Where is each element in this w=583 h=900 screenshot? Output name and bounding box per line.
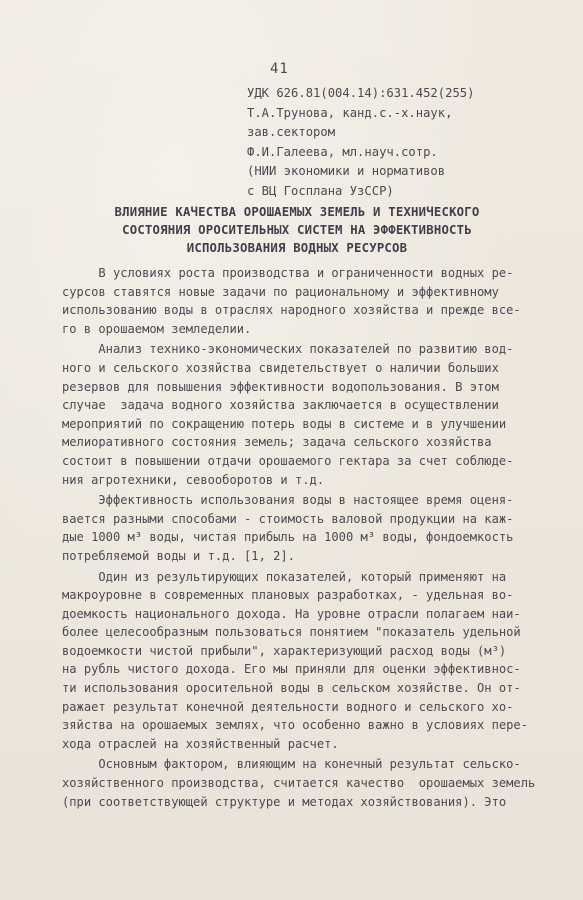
text-line: Один из результирующих показателей, который применяют на bbox=[62, 569, 507, 584]
paragraph bbox=[62, 568, 562, 754]
article-title bbox=[62, 203, 532, 257]
text-line: случае задача водного хозяйства заключается в осуществлении bbox=[62, 398, 499, 413]
text-line: макроуровне в современных плановых разработках, - удельная во- bbox=[62, 588, 514, 603]
author-1: Т.А.Трунова, канд.с.-х.наук, bbox=[247, 105, 453, 120]
title-line: ИСПОЛЬЗОВАНИЯ ВОДНЫХ РЕСУРСОВ bbox=[186, 241, 408, 255]
text-line: водоемкости чистой прибыли", характеризующий расход воды (м³) bbox=[62, 643, 507, 658]
paragraph bbox=[62, 491, 562, 565]
text-line: Анализ технико-экономических показателей по развитию вод- bbox=[62, 342, 514, 357]
affiliation-line-1: (НИИ экономики и нормативов bbox=[247, 164, 446, 179]
paragraph bbox=[62, 340, 562, 489]
text-line: использованию воды в отраслях народного хозяйства и прежде все- bbox=[62, 303, 521, 318]
text-line: сурсов ставятся новые задачи по рациональному и эффективному bbox=[62, 284, 499, 299]
text-line: более целесообразным пользоваться понятием "показатель удельной bbox=[62, 625, 521, 640]
text-line: В условиях роста производства и ограниченности водных ре- bbox=[62, 266, 514, 280]
text-line: дые 1000 м³ воды, чистая прибыль на 1000 м³ воды, фондоемкость bbox=[62, 530, 514, 545]
text-line: Основным фактором, влияющим на конечный результат сельско- bbox=[62, 757, 521, 772]
text-line: го в орошаемом земледелии. bbox=[62, 321, 252, 336]
text-line: мелиоративного состояния земель; задача сельского хозяйства bbox=[62, 435, 492, 450]
text-line: ражает результат конечной деятельности водного и сельского хо- bbox=[62, 699, 514, 714]
text-line: зяйства на орошаемых землях, что особенно важно в условиях пере- bbox=[62, 718, 528, 733]
text-line: (при соответствующей структуре и методах хозяйствования). Это bbox=[62, 794, 507, 809]
author-1-position: зав.сектором bbox=[247, 125, 336, 140]
title-line: СОСТОЯНИЯ ОРОСИТЕЛЬНЫХ СИСТЕМ НА ЭФФЕКТИВНОСТЬ bbox=[122, 223, 472, 237]
udk-code: УДК 626.81(004.14):631.452(255) bbox=[247, 86, 475, 100]
page-number: 41 bbox=[270, 61, 289, 77]
text-line: ти использования оросительной воды в сельском хозяйстве. Он от- bbox=[62, 681, 521, 696]
article-body bbox=[62, 264, 562, 813]
text-line: доемкость национального дохода. На уровне отрасли полагаем наи- bbox=[62, 606, 521, 621]
paragraph bbox=[62, 755, 562, 811]
author-2: Ф.И.Галеева, мл.науч.сотр. bbox=[247, 144, 438, 159]
text-line: хода отраслей на хозяйственный расчет. bbox=[62, 736, 339, 751]
text-line: резервов для повышения эффективности водопользования. В этом bbox=[62, 379, 499, 394]
text-line: на рубль чистого дохода. Его мы приняли для оценки эффективнос- bbox=[62, 662, 521, 677]
text-line: вается разными способами - стоимость валовой продукции на каж- bbox=[62, 511, 514, 526]
text-line: Эффективность использования воды в настоящее время оценя- bbox=[62, 493, 514, 508]
text-line: состоит в повышении отдачи орошаемого гектара за счет соблюде- bbox=[62, 453, 514, 468]
text-line: ния агротехники, севооборотов и т.д. bbox=[62, 472, 325, 487]
text-line: ного и сельского хозяйства свидетельствует о наличии больших bbox=[62, 360, 499, 375]
text-line: мероприятий по сокращению потерь воды в системе и в улучшении bbox=[62, 416, 507, 431]
affiliation-line-2: с ВЦ Госплана УзССР) bbox=[247, 183, 394, 198]
text-line: хозяйственного производства, считается качество орошаемых земель bbox=[62, 776, 536, 791]
paragraph bbox=[62, 264, 562, 338]
header-block bbox=[247, 84, 474, 202]
title-line: ВЛИЯНИЕ КАЧЕСТВА ОРОШАЕМЫХ ЗЕМЕЛЬ И ТЕХНИЧЕСКОГО bbox=[114, 205, 480, 219]
text-line: потребляемой воды и т.д. [1, 2]. bbox=[62, 548, 295, 563]
